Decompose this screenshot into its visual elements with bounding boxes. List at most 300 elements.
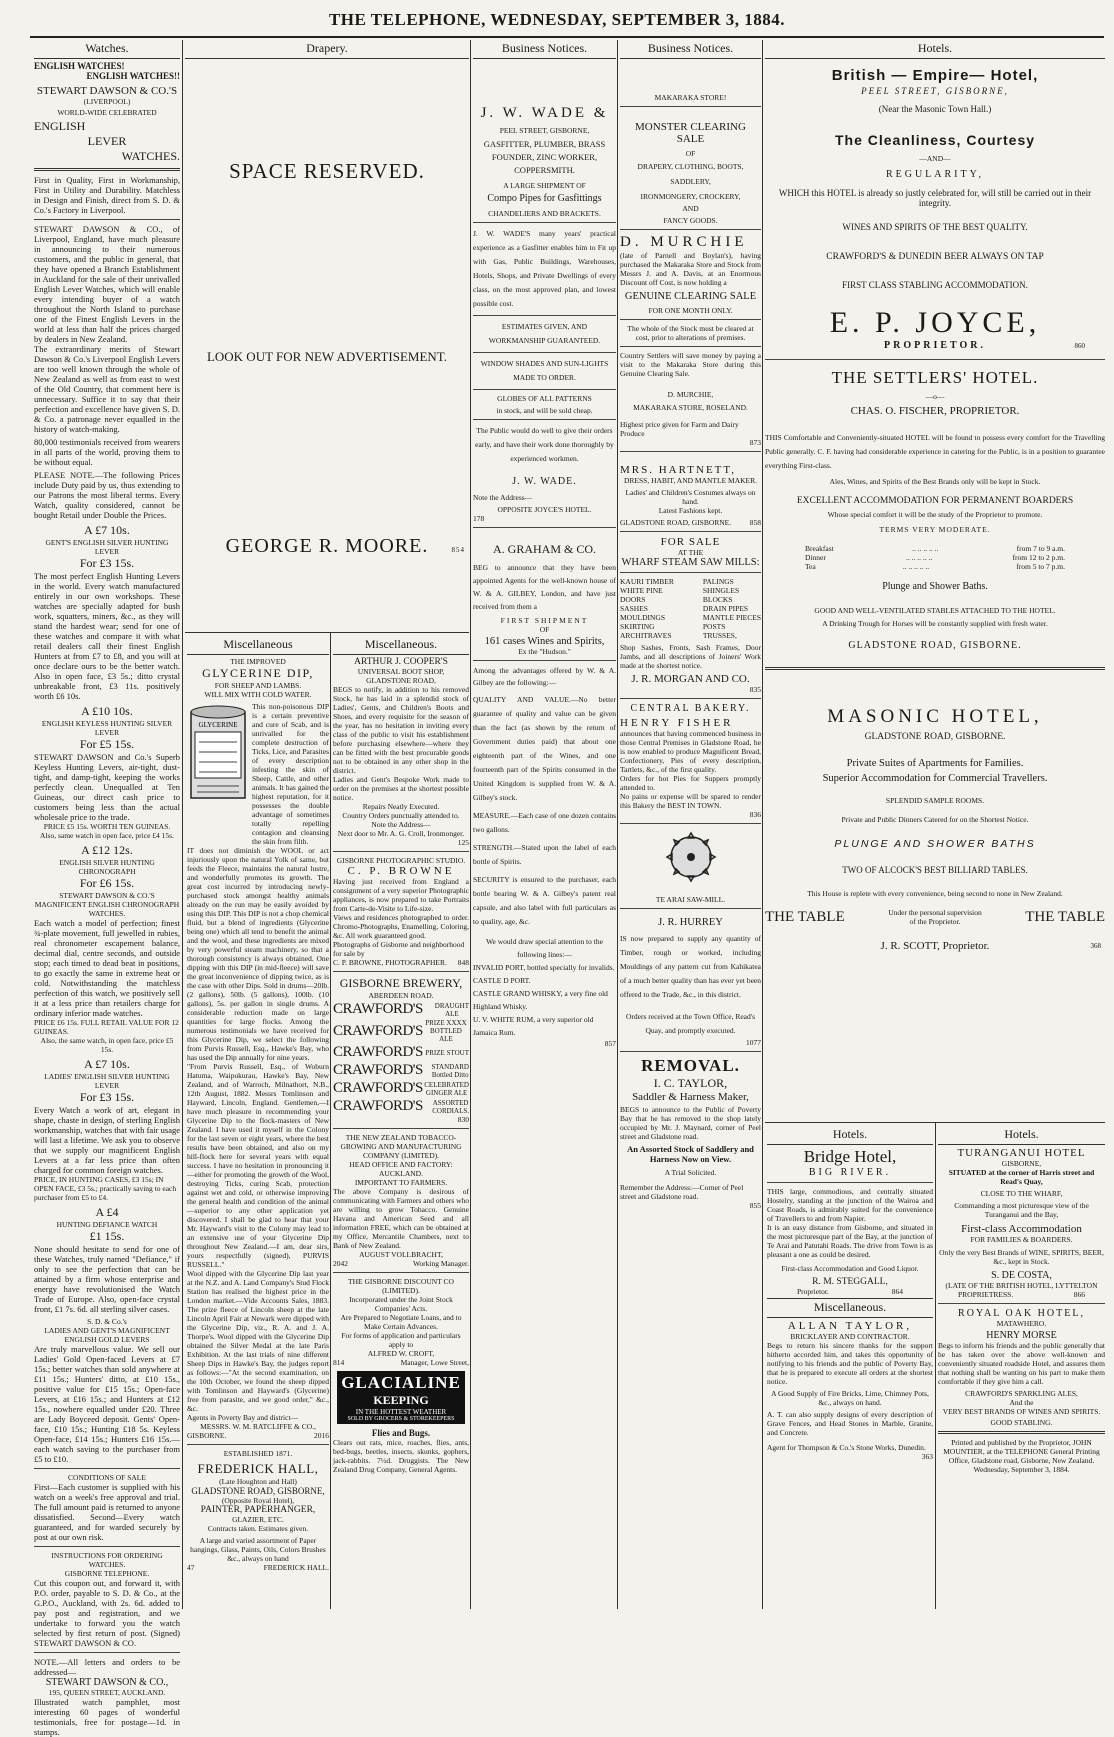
ad-line: Plunge and Shower Baths. — [882, 581, 988, 592]
proprietor-name: R. M. STEGGALL, — [812, 1277, 888, 1287]
imprint: Printed and published by the Proprietor, JOHN MOUNTIER, at the TELEPHONE General Printing Office, Gladstone road, Gisborne, New Zealand. — [943, 1438, 1100, 1465]
signature: C. P. BROWNE, PHOTOGRAPHER. — [333, 958, 447, 967]
timber-item: ARCHITRAVES — [620, 631, 672, 640]
table-label: THE TABLE — [1025, 908, 1105, 925]
ad-line: Latest Fashions kept. — [658, 506, 723, 515]
paragraph: The most perfect English Hunting Levers in the world. Every watch manufactured entirely in our own workshops. These watches are specially adapted for bush work, squatters, miners, &c., as they will stand the hardest wear; send for one of these watches and compare it with what retail dealers call their finest English Hunters at from £7 to £8, and you will at once declare ours to be the better watch. Also in open face, £3 5s.; ditto crystal unbreakable front, £3 11s. positively worth £6 10s. — [34, 571, 180, 701]
ad-title: THE NEW ZEALAND TOBACCO-GROWING AND MANUFACTURING COMPANY (LIMITED). — [340, 1133, 462, 1160]
ad-title: GLYCERINE DIP, — [202, 666, 314, 680]
ad-line: HEAD OFFICE AND FACTORY: AUCKLAND. — [349, 1160, 453, 1178]
drapery-section — [185, 40, 469, 630]
leader-dots: .. .. .. .. .. — [902, 562, 930, 571]
business-column-1 — [473, 40, 616, 1609]
ad-title: REMOVAL. — [641, 1056, 740, 1075]
subheading: CONDITIONS OF SALE — [68, 1473, 146, 1482]
ad-line: Private and Public Dinners Catered for on the Shortest Notice. — [841, 815, 1029, 824]
paragraph: Each watch a model of perfection; finest ¾-plate movement, full jewelled in rubies, real chronometer escapement balance, decimal dial, centre seconds, and outside stop; each timed to dead beat in positions, to go exactly the same in extreme heat or cold. Notwithstanding the matchless perfection of this watch, we positively sell it at a less price than retailers charge for ordinary inferior made watches. — [34, 918, 180, 1018]
price-line: PRICE, IN HUNTING CASES, £3 15s; IN OPEN FACE, £3 5s.; practically saving to each purchaser from £5 to £4. — [34, 1175, 177, 1202]
business-column-2 — [620, 40, 761, 1609]
ad-line: DRESS, HABIT, AND MANTLE MAKER. — [624, 476, 757, 485]
meal-row — [805, 553, 1065, 562]
ad-number: 848 — [457, 958, 469, 967]
timber-item: SKIRTING — [620, 622, 655, 631]
ad-line: VERY BEST BRANDS OF WINES AND SPIRITS. — [942, 1407, 1101, 1416]
ad-title: CENTRAL BAKERY. — [630, 703, 751, 714]
ad-line: Note the Address— — [473, 493, 533, 502]
ad-line: IRONMONGERY, CROCKERY, — [640, 192, 741, 201]
ad-line: —o— — [925, 392, 945, 401]
paragraph: Having just received from England a consignment of a very superior Photographic appliances, is now prepared to take Portraits from Carte-de-Visite to Life-size. — [333, 877, 469, 913]
section-header: Miscellaneous. — [767, 1298, 933, 1318]
ad-line: GLAZIER, ETC. — [232, 1515, 284, 1524]
paragraph: The extraordinary merits of Stewart Dawson & Co.'s Liverpool English Levers are too well known through the whole of New Zealand as well as from east to west of the Old Country, that comment here is unnecessary. Suffice it to say that their perfection and excellence have given S. D. & Co. a patronage never equalled in the history of watch-making. — [34, 344, 180, 434]
hotel-name: TURANGANUI HOTEL — [957, 1147, 1086, 1159]
section-header: Drapery. — [185, 40, 469, 59]
ad-title: C. P. BROWNE — [347, 865, 455, 877]
paragraph: For forms of application and particulars apply to — [341, 1331, 461, 1349]
headline-word: ENGLISH — [34, 119, 86, 133]
paragraph: STRENGTH.—Stated upon the label of each bottle of Spirits. — [473, 843, 616, 866]
column-divider — [617, 40, 618, 1609]
paragraph: Are Prepared to Negotiate Loans, and to Make Certain Advances. — [340, 1313, 462, 1331]
watches-column — [34, 40, 180, 1737]
product-title: HUNTING DEFIANCE WATCH — [56, 1220, 158, 1229]
table-note: Under the personal supervision of the Proprietor. — [888, 908, 982, 926]
paragraph: (late of Parnell and Boylan's), having purchased the Makaraka Store and Stock from Messrs J. and A. Davis, at an Enormous Discount off Cost, is now holding a — [620, 251, 761, 287]
meal-row — [805, 544, 1065, 553]
ad-line: Whose special comfort it will be the study of the Proprietor to promote. — [827, 510, 1043, 519]
price-line: PRICE £5 15s. WORTH TEN GUINEAS. — [43, 822, 171, 831]
proprietor-title: PROPRIETOR. — [884, 340, 986, 351]
ad-line: And the — [1009, 1398, 1034, 1407]
paragraph: NOTE.—All letters and orders to be addressed— — [34, 1657, 180, 1677]
ad-line: FOR ONE MONTH ONLY. — [648, 306, 733, 315]
ad-line: GLOBES OF ALL PATTERNS — [497, 394, 592, 403]
paragraph: First—Each customer is supplied with his watch on a week's free approval and trial. The full amount paid is returned to anyone dissatisfied. Second—Every watch guaranteed, and for warded securely by post at our own risk. — [34, 1482, 180, 1542]
section-header: Hotels. — [767, 1126, 933, 1145]
paragraph: WINDOW SHADES AND SUN-LIGHTS MADE TO ORDER. — [480, 359, 609, 382]
paragraph: Among the advantages offered by W. & A. Gilbey are the following:— — [473, 666, 616, 687]
paragraph: THIS Comfortable and Conveniently-situated HOTEL will be found to possess every comfort for the Travelling Public generally. C. F. having had considerable experience in catering for the Public, is in a position to guarantee everything First-class. — [765, 433, 1105, 470]
section-header: Watches. — [34, 40, 180, 59]
paragraph: The above Company is desirous of communicating with Farmers and others who are willing to grow Tobacco. Genuine Havana and American Seed and all information FREE, which can be obtained at my Office, Mercantile Chambers, next to Bank of New Zealand. — [333, 1187, 470, 1250]
ad-line: Ales, Wines, and Spirits of the Best Brands only will be kept in Stock. — [829, 477, 1041, 486]
ad-line: in stock, and will be sold cheap. — [496, 406, 593, 415]
table-banner — [765, 908, 1105, 926]
proprietor-title: Proprietor. — [797, 1287, 829, 1296]
brand-location: (LIVERPOOL) — [83, 97, 131, 106]
paragraph: BEG to announce that they have been appointed Agents for the well-known house of W. & A. GILBEY, London, and have just received from them a — [473, 563, 616, 611]
address: GISBORNE, — [1001, 1159, 1042, 1168]
space-reserved: SPACE RESERVED. — [229, 159, 425, 183]
ad-number: 873 — [749, 438, 761, 447]
timber-item: DOORS — [620, 595, 646, 604]
top-rule — [30, 36, 1104, 38]
proprietor-name: J. R. SCOTT, Proprietor. — [880, 940, 990, 952]
beer-type: DRAUGHT ALE — [434, 1001, 469, 1018]
beer-type: ASSORTED CORDIALS. — [432, 1098, 469, 1115]
hotels-column-3 — [938, 1126, 1105, 1606]
ad-number: 836 — [749, 810, 761, 819]
paragraph: IT does not diminish the WOOL or act injuriously upon the natural Yolk of same, but feeds the Fleece, maintains the natural lustre, and wonderfully promotes its growth. The great cost incurred by introducing newly-purchased stock amongst healthy animals already on the run may be easily avoided by using this DIP. This DIP is not a chop chemical fluid, but a blend of ingredients (Glycerine being one) which all tend to benefit the animal and the wool, and these ingredients are mixed by very powerful steam machinery, so that a thorough consistency is always obtained. One dipping with this DIP (in mid-fleece) will save the great inconvenience of dipping twice, as is the case with other Dips. Sold in drums—20lb. (2 gallons), 50lb. (5 gallons), 100lb. (10 gallons), 5s. per gallon in single drums. A considerable reduction made on large quantities for large flocks. Among the numerous testimonials we have received for this Glycerine Dip, we select the following from Purvis Russell, Esq., Hawke's Bay, who has used the Dip annually for nine years. — [187, 846, 329, 1062]
beer-brand: CRAWFORD'S — [333, 1098, 423, 1114]
ad-line: AT THE — [677, 548, 704, 557]
ad-line: 161 cases Wines and Spirits, — [484, 636, 605, 647]
agent-town: GISBORNE. — [187, 1431, 227, 1440]
paragraph: MEASURE.—Each case of one dozen contains two gallons. — [473, 811, 616, 834]
signature: FREDERICK HALL. — [263, 1563, 329, 1572]
ad-title: HENRY FISHER — [620, 717, 734, 729]
timber-item: KAURI TIMBER — [620, 577, 674, 586]
paragraph: A Good Supply of Fire Bricks, Lime, Chimney Pots, &c., always on hand. — [771, 1389, 929, 1407]
ad-line: CRAWFORD'S & DUNEDIN BEER ALWAYS ON TAP — [826, 252, 1044, 262]
paragraph: Incorporated under the Joint Stock Companies' Acts. — [349, 1295, 453, 1313]
beer-brand: CRAWFORD'S — [333, 1001, 423, 1017]
ad-line: AND — [682, 204, 699, 213]
ad-number: 1077 — [746, 1038, 761, 1047]
product-title: LADIES' ENGLISH SILVER HUNTING LEVER — [44, 1072, 170, 1090]
price-heading: A £10 10s. — [81, 704, 133, 718]
paragraph: The whole of the Stock must be cleared at cost, prior to alterations of premises. — [627, 324, 754, 342]
ad-number: 2016 — [314, 1431, 329, 1440]
ad-number: 858 — [749, 518, 761, 527]
leader-dots: .. .. .. .. .. — [906, 553, 933, 562]
hotel-name: ROYAL OAK HOTEL, — [958, 1308, 1085, 1319]
ad-line: (Opposite Royal Hotel), — [221, 1496, 295, 1505]
meal-row — [805, 562, 1065, 571]
timber-item: DRAIN PIPES — [702, 604, 749, 613]
ad-line: GOOD AND WELL-VENTILATED STABLES ATTACHED TO THE HOTEL. — [814, 606, 1056, 615]
ad-title: J. R. MORGAN AND CO. — [631, 673, 750, 685]
ad-number: 835 — [749, 685, 761, 694]
ad-line: FANCY GOODS. — [663, 216, 718, 225]
paragraph: CASTLE D PORT. — [473, 976, 531, 985]
paragraph: Highest price given for Farm and Dairy Produce — [620, 420, 739, 438]
timber-item: SASHES — [620, 604, 648, 613]
paragraph: STEWART DAWSON & CO., of Liverpool, England, have much pleasure in announcing to their numerous customers, and the public in general, that they have opened a Branch Establishment in Auckland for the sale of their unrivalled English Lever Watches, which will enable every intending buyer of a watch throughout the North Island to purchase one of the Finest English Levers in the world at less than half the prices charged by dealers in New Zealand. — [34, 224, 180, 344]
ad-line: Next door to Mr. A. G. Croll, Ironmonger. — [337, 829, 465, 838]
column-divider — [762, 40, 763, 1609]
ad-subtitle: FOR SHEEP AND LAMBS. — [214, 681, 302, 690]
product-title: ENGLISH KEYLESS HUNTING SILVER LEVER — [41, 719, 173, 737]
paragraph: STEWART DAWSON and Co.'s Superb Keyless Hunting Levers, air-tight, dust-tight, and damp-tight, keeping the works perfectly clean. Unequalled at Ten Guineas, our direct cash price to customers being less than the actual wholesale price to the trade. — [34, 752, 180, 822]
paragraph: Photographs of Gisborne and neighborhood for sale by — [333, 940, 465, 958]
signature: ALFRED W. CROFT, — [367, 1349, 435, 1358]
hotels-column-2 — [767, 1126, 933, 1606]
glycerine-tin-illustration — [187, 702, 249, 802]
ad-line: FOUNDER, ZINC WORKER, — [491, 152, 598, 162]
ad-title: I. C. TAYLOR, — [653, 1076, 728, 1090]
ad-line: GASFITTER, PLUMBER, BRASS — [483, 139, 606, 149]
beer-type: PRIZE STOUT — [425, 1048, 469, 1057]
product-title: ENGLISH SILVER HUNTING CHRONOGRAPH — [59, 858, 155, 876]
ad-number: 855 — [749, 1201, 761, 1210]
advertisement-note: LOOK OUT FOR NEW ADVERTISEMENT. — [206, 349, 448, 364]
price-heading: A £7 10s. — [84, 523, 130, 537]
paragraph: QUALITY AND VALUE.—No better guarantee of quality and value can be given than the fact (as shown by the return of Government duties paid) that about one eighteenth part of the Wines, and one fourteenth part of the Spirits consumed in the United Kingdom is supplied from W. & A. Gilbey's stock. — [473, 695, 616, 802]
table-label: THE TABLE — [765, 908, 845, 925]
signature-title: Working Manager. — [412, 1259, 469, 1268]
price: For £3 15s. — [79, 556, 135, 570]
paragraph: This non-poisonous DIP is a certain preventive and cure of Scab, and is unrivalled for the complete destruction of Ticks, Lice, and Parasites of every description infesting the skin of Sheep, Cattle, and other animals. It has gained the highest reputation, for it possesses the double advantage of sometimes totally repelling contagion and cleansing the skin from filth. — [252, 702, 329, 846]
section-rule — [185, 632, 469, 633]
ad-line: A LARGE SHIPMENT OF — [503, 181, 586, 190]
ad-title: TE ARAI SAW-MILL. — [655, 895, 726, 904]
paragraph: Commanding a most picturesque view of the Turanganui and the Bay, — [954, 1201, 1089, 1219]
paragraph: Are truly marvellous value. We sell our Ladies' Gold Open-faced Levers at £7 15s.; better watches than sold anywhere at £11 15s.; Hunters' ditto, at £10 15s., positive value for £15 15s.; Open-face Levers, at £16 15s.; and Hunters at £12 15s., nowhere equalled under £20. Three are Lady Boyceed deposit. Gents' Open-face, £10 15s.; Hunting £18 5s. Keyless Open-face, £14 15s.; Hunters £16 15s.—each watch saving to the purchaser from £5 to £10. — [34, 1344, 180, 1464]
price-heading: A £4 — [95, 1205, 119, 1219]
ad-title: A. GRAHAM & CO. — [492, 542, 596, 556]
price: £1 15s. — [89, 1229, 125, 1243]
timber-item: WHITE PINE — [620, 586, 663, 595]
ad-line: —AND— — [919, 154, 951, 163]
misc-column-1 — [187, 636, 329, 1608]
ad-title: Saddler & Harness Maker, — [632, 1091, 749, 1103]
paragraph: SECURITY is ensured to the purchaser, each bottle bearing W. & A. Gilbey's patent real capsule, and also label with full particulars as to quality, age, &c. — [473, 875, 616, 926]
beer-type: STANDARD Bottled Ditto — [431, 1062, 469, 1079]
beer-row — [333, 1062, 469, 1079]
hotel-name: British — Empire— Hotel, — [831, 67, 1039, 84]
paragraph: Cut this coupon out, and forward it, with P.O. order, payable to S. D. & Co., at the G.P.O., Auckland, with 2s. 6d. added to pay post and registration, and we undertake to forward you the watch selected by first return of post. (Signed) STEWART DAWSON & CO. — [34, 1578, 180, 1648]
price-heading: A £7 10s. — [84, 1057, 130, 1071]
ad-line: EXCELLENT ACCOMMODATION FOR PERMANENT BOARDERS — [796, 496, 1074, 506]
ad-line: CHANDELIERS AND BRACKETS. — [488, 209, 601, 218]
ad-title: Flies and Bugs. — [371, 1428, 431, 1438]
headline: ENGLISH WATCHES!! — [86, 71, 180, 81]
ad-line: Repairs Neatly Executed. — [362, 802, 440, 811]
beer-brand: CRAWFORD'S — [333, 1022, 423, 1039]
ad-line: GOOD STABLING. — [990, 1418, 1053, 1427]
price-line: Also, same watch in open face, price £4 15s. — [40, 831, 174, 840]
ad-line: (Near the Masonic Town Hall.) — [878, 104, 992, 114]
ad-line: UNIVERSAL BOOT SHOP, — [357, 667, 445, 676]
agent-name: MESSRS. W. M. RATCLIFFE & CO., — [200, 1422, 316, 1431]
imprint-date: Wednesday, September 3, 1884. — [973, 1465, 1070, 1474]
section-header: Miscellaneous — [187, 636, 329, 655]
ad-line: GLADSTONE ROAD, GISBORNE, — [191, 1486, 325, 1496]
ad-line: MAKARAKA STORE, ROSELAND. — [633, 403, 748, 412]
ad-line: FIRST CLASS STABLING ACCOMMODATION. — [842, 280, 1028, 290]
ad-number: 854 — [451, 546, 465, 554]
ad-line: GLADSTONE ROAD, — [366, 676, 436, 685]
beer-list — [333, 1001, 469, 1115]
price: For £3 15s. — [79, 1090, 135, 1104]
paragraph: Ladies and Gent's Bespoke Work made to order on the premises at the shortest possible notice. — [333, 775, 469, 802]
ad-line: Ex the "Hudson." — [518, 647, 571, 656]
ad-number: 860 — [1074, 342, 1085, 350]
ad-subtitle: WILL MIX WITH COLD WATER. — [204, 690, 312, 699]
timber-item: TRUSSES, — [702, 631, 737, 640]
paragraph: Remember the Address:—Corner of Peel street and Gladstone road. — [620, 1183, 744, 1201]
paragraph: SITUATED at the corner of Harris street and Read's Quay, — [948, 1168, 1095, 1186]
paragraph: Agent for Thompson & Co.'s Stone Works, Dunedin. — [767, 1443, 926, 1452]
section-header: Business Notices. — [620, 40, 761, 59]
ad-line: (LATE OF THE BRITISH HOTEL, LYTTELTON — [945, 1281, 1098, 1290]
saw-blade-icon — [620, 830, 761, 889]
ad-line: FIRST SHIPMENT — [500, 616, 589, 625]
ad-title: ARTHUR J. COOPER'S — [354, 657, 448, 667]
ad-line: OF — [539, 625, 550, 634]
subheading: STEWART DAWSON & CO.'S MAGNIFICENT ENGLISH CHRONOGRAPH WATCHES. — [34, 891, 180, 918]
hotel-name: Bridge Hotel, — [803, 1147, 897, 1166]
ad-title: MONSTER CLEARING SALE — [635, 121, 746, 145]
price-line: PRICE £6 15s. FULL RETAIL VALUE FOR 12 GUINEAS. — [34, 1018, 179, 1036]
ad-number: 125 — [457, 838, 469, 847]
section-header: Miscellaneous. — [333, 636, 469, 655]
ad-line: An Assorted Stock of Saddlery and Harness Now on View. — [627, 1144, 754, 1164]
timber-item: BLOCKS — [702, 595, 733, 604]
ad-title: MAKARAKA STORE! — [654, 93, 727, 102]
proprietor-name: E. P. JOYCE, — [829, 306, 1041, 339]
ad-title: MRS. HARTNETT, — [620, 464, 737, 476]
signature: STEWART DAWSON & CO., — [45, 1677, 169, 1688]
beer-type: CELEBRATED GINGER ALE — [424, 1080, 469, 1097]
tin-label: GLYCERINE — [198, 721, 238, 729]
ad-title: J. R. HURREY — [658, 917, 723, 928]
beer-brand: CRAWFORD'S — [333, 1044, 423, 1060]
ad-line: PEEL STREET, GISBORNE, — [499, 126, 590, 135]
headline-word: WATCHES. — [121, 149, 180, 163]
price-line: Also, the same watch, in open face, price £5 15s. — [40, 1036, 174, 1054]
leader-dots: .. .. .. .. .. — [912, 544, 939, 553]
paragraph: IS now prepared to supply any quantity of Timber, rough or worked, including Mouldings of any pattern cut from Kahikatea of a much better quality than has ever yet been offered to the Trade, &c., in this district. — [620, 934, 761, 999]
proprietor-title: PROPRIETRESS. — [958, 1290, 1014, 1299]
ad-title: FREDERICK HALL, — [197, 1461, 319, 1476]
paragraph: Wool dipped with the Glycerine Dip last year at the N.Z. and A. Land Company's Stud Flock Station has realised the highest price in the London market.—Vide Accounts Sales, 1883. The prize fleece of Lincoln sheep at the late Lincoln April Fair at Newark were dipped with the Glycerine Dip, viz., R. A. and J. A. Thorpe's. Wool dipped with the Glycerine Dip obtained the Silver Medal at the late Paris Exhibition. At the last trials of nine different Sheep Dips in Hawke's Bay, the judges report as follows:—"At the second examination, on the 10th October, we found the sheep dipped with Tomlinson and Hayward's (Glycerine) free from parasite, and we good order," &c., &c. — [187, 1269, 329, 1413]
paragraph: First-class Accommodation and Good Liquor. — [781, 1264, 919, 1273]
meal-time: from 7 to 9 a.m. — [1016, 544, 1065, 553]
subheading: LADIES AND GENT'S MAGNIFICENT ENGLISH GOLD LEVERS — [44, 1326, 170, 1344]
brand-name: STEWART DAWSON & CO.'S — [36, 85, 178, 97]
address: MATAWHERO. — [996, 1319, 1047, 1328]
paragraph: Illustrated watch pamphlet, most interesting 60 pages of wonderful testimonials, free for postage—1d. in stamps. — [34, 1697, 180, 1737]
paragraph: CASTLE GRAND WHISKY, a very fine old Highland Whisky. — [473, 989, 608, 1011]
ad-number: 363 — [921, 1452, 933, 1461]
advertiser-name: GEORGE R. MOORE. 854 — [225, 535, 465, 557]
meal-name: Tea — [805, 562, 816, 571]
ad-line: A Trial Solicited. — [664, 1168, 717, 1177]
hotel-name: MASONIC HOTEL, — [827, 706, 1043, 727]
paragraph: The Public would do well to give their orders early, and have their work done thoroughly by experienced workmen. — [475, 426, 614, 463]
ad-title: THE GISBORNE DISCOUNT CO (LIMITED). — [348, 1277, 454, 1295]
timber-item: PALINGS — [702, 577, 734, 586]
beer-type: PRIZE XXXX BOTTLED ALE — [425, 1019, 467, 1043]
section-header: Hotels. — [765, 40, 1105, 59]
ad-title: GISBORNE BREWERY, — [339, 976, 463, 990]
paragraph: Every Watch a work of art, elegant in shape, chaste in design, of sterling English workmanship, watches that with fair usage will last a lifetime. We ask you to observe that we supply our magnificent English Levers at a far less price than often charged for common foreign watches. — [34, 1105, 180, 1175]
ad-number: 2042 — [333, 1259, 348, 1268]
address: 195, QUEEN STREET, AUCKLAND. — [48, 1688, 166, 1697]
paragraph: We would draw special attention to the following lines:— — [486, 937, 603, 959]
signature-title: Manager, Lowe Street, — [400, 1358, 469, 1367]
ad-title: J. W. WADE & — [480, 105, 609, 121]
paragraph: None should hesitate to send for one of these Watches, truly named "Defiance," if only to see the perfection that can be attained by a firm whose enterprise and energy have revolutionised the Watch Trade of Europe. Also, open-face crystal front, £1 7s. 6d. all sterling silver cases. — [34, 1244, 180, 1314]
section-header: Hotels. — [938, 1126, 1105, 1145]
ad-line: SPLENDID SAMPLE ROOMS. — [885, 796, 985, 805]
ad-number: 47 — [187, 1563, 195, 1572]
ad-line: ABERDEEN ROAD. — [368, 991, 434, 1000]
paragraph: Clears out rats, mice, roaches, flies, ants, bed-bugs, beetles, insects, skunks, gophers, jack-rabbits. 7½d. Druggists. The New Zealand Drug Company, General Agents. — [333, 1438, 469, 1474]
paragraph: PLEASE NOTE.—The following Prices include Duty paid by us, thus extending to our Patrons the most liberal terms. Every Watch, quality considered, cannot be bought Retail under Double the Prices. — [34, 470, 180, 520]
ad-number: 830 — [457, 1115, 469, 1124]
paragraph: First in Quality, First in Workmanship, First in Utility and Durability. Matchless in Design and Finish, direct from S. D. & Co.'s Factory in Liverpool. — [34, 175, 180, 215]
subheading: INSTRUCTIONS FOR ORDERING WATCHES. — [51, 1551, 163, 1569]
proprietor-name: HENRY MORSE — [986, 1330, 1057, 1341]
proprietor-name: CHAS. O. FISCHER, PROPRIETOR. — [850, 405, 1020, 417]
product-title: GENT'S ENGLISH SILVER HUNTING LEVER — [45, 538, 169, 556]
signature: D. MURCHIE, — [667, 390, 714, 399]
ad-line: Note the Address— — [371, 820, 431, 829]
column-divider — [330, 632, 331, 1609]
ad-line: WINES AND SPIRITS OF THE BEST QUALITY. — [842, 222, 1028, 232]
paragraph: No pains or expense will be spared to render this Bakery the BEST IN TOWN. — [620, 792, 761, 810]
beer-row — [333, 1019, 469, 1043]
ad-number: 864 — [891, 1287, 903, 1296]
signature: J. W. WADE. — [512, 476, 577, 487]
paragraph: This House is replete with every convenience, being second to none in New Zealand. — [807, 889, 1063, 898]
ad-line: REGULARITY, — [885, 169, 985, 180]
timber-item: MANTLE PIECES — [702, 613, 761, 622]
ad-line: BRICKLAYER AND CONTRACTOR. — [790, 1332, 910, 1341]
meal-time: from 12 to 2 p.m. — [1012, 553, 1065, 562]
ad-line: TERMS VERY MODERATE. — [879, 525, 991, 534]
glacialine-line: SOLD BY GROCERS & STOREKEEPERS — [347, 1416, 455, 1422]
glacialine-line: KEEPING — [373, 1393, 429, 1407]
paragraph: It is an easy distance from Gisborne, and situated in the most picturesque part of the Bay, at the junction of Te Arai and Patutahi Roads. The drive from Town is as pleasant a one as could be desired. — [767, 1223, 933, 1259]
ad-number: 368 — [1090, 942, 1101, 950]
ad-number: 178 — [473, 514, 485, 523]
ad-line: CLOSE TO THE WHARF, — [980, 1189, 1063, 1198]
paragraph: Views and residences photographed to order. Chromo-Photographs, Enamelling, Coloring, &c. All work guaranteed good. — [333, 913, 469, 940]
ad-title: D. MURCHIE — [620, 234, 748, 250]
paragraph: Begs to inform his friends and the public generally that he has taken over the above well-known and conveniently situated roadside Hotel, and assures them that nothing shall be wanting on his part to make them comfortable if they give him a call. — [938, 1341, 1105, 1386]
hotel-name: THE SETTLERS' HOTEL. — [831, 368, 1039, 387]
paragraph: Begs to return his sincere thanks for the support hitherto accorded him, and takes this opportunity of notifying to his friends and the public of Poverty Bay, that he is prepared to execute all orders at the shortest notice. — [767, 1341, 933, 1386]
ad-line: First-class Accommodation — [961, 1223, 1082, 1235]
price: For £6 15s. — [79, 876, 135, 890]
paragraph: BEGS to notify, in addition to his removed Stock, he has laid in a splendid stock of Ladies', Gents, and Children's Boots and Shoes, and every requisite for the season of the year, has no hesitation in inviting every class of the public to visit his establishment before purchasing elsewhere—where they can be fitted with the best procurable goods not to be obtained in any other shop in the district. — [333, 685, 469, 775]
address: PEEL STREET, GISBORNE, — [861, 86, 1009, 96]
ad-line: (Late Houghton and Hall) — [219, 1477, 297, 1486]
ad-number: 866 — [1073, 1290, 1085, 1299]
address: BIG RIVER. — [808, 1167, 892, 1178]
ad-line: Private Suites of Apartments for Families. — [846, 758, 1024, 769]
meal-times — [805, 544, 1065, 571]
paragraph: U. V. WHITE RUM, a very superior old Jamaica Rum. — [473, 1015, 594, 1037]
beer-brand: CRAWFORD'S — [333, 1062, 423, 1078]
paragraph: announces that having commenced business in those Central Premises in Gladstone Road, he is now enabled to produce Magnificent Bread, Confectionery, Pies of every description, Tartlets, &c., of the first quality. — [620, 729, 761, 774]
paragraph: Agents in Poverty Bay and district— — [187, 1413, 299, 1422]
paragraph: Orders for hot Pies for Suppers promptly attended to. — [620, 774, 761, 792]
timber-list-right — [703, 577, 761, 640]
ad-line: Contracts taken. Estimates given. — [207, 1524, 309, 1533]
paragraph: ESTIMATES GIVEN, AND WORKMANSHIP GUARANTEED. — [488, 322, 601, 345]
glacialine-line: IN THE HOTTEST WEATHER — [355, 1408, 447, 1416]
paragraph: Only the very Best Brands of WINE, SPIRITS, BEER, &c., kept in Stock. — [939, 1248, 1104, 1266]
ad-line: FOR FAMILIES & BOARDERS. — [970, 1235, 1073, 1244]
ad-line: Compo Pipes for Gasfittings — [487, 193, 602, 204]
ad-number: 857 — [604, 1039, 616, 1048]
meal-time: from 5 to 7 p.m. — [1016, 562, 1065, 571]
subheading: GISBORNE TELEPHONE. — [64, 1569, 150, 1578]
ad-line: Country Orders punctually attended to. — [342, 811, 460, 820]
ad-line: CRAWFORD'S SPARKLING ALES, — [965, 1389, 1078, 1398]
ad-line: PAINTER, PAPERHANGER, — [200, 1505, 316, 1515]
ad-line: SADDLERY, — [670, 177, 711, 186]
paragraph: J. W. WADE'S many years' practical experience as a Gasfitter enables him to Fit up with Gas, Public Buildings, Warehouses, Hotels, Shops, and Private Dwellings of every class, on the most approved plan, and lowest possible cost. — [473, 229, 616, 308]
headline: ENGLISH WATCHES! — [34, 61, 125, 71]
ad-title: FOR SALE — [660, 536, 721, 548]
